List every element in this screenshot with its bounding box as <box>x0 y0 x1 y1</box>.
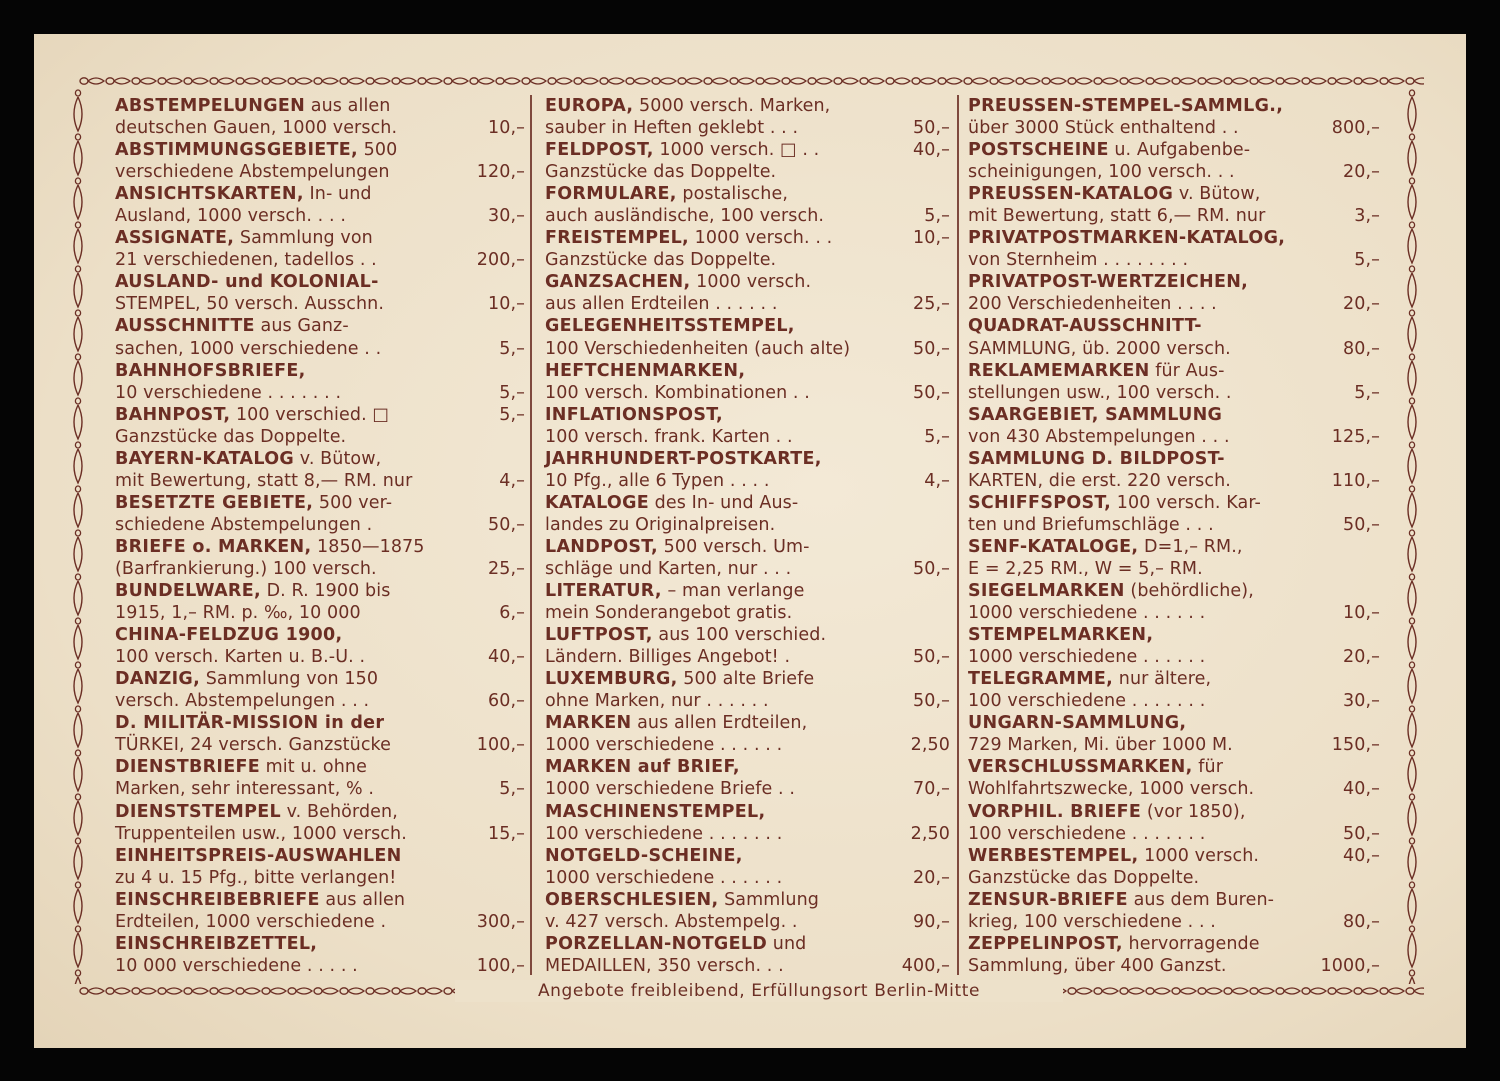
entry-title: DIENSTSTEMPEL <box>115 801 281 822</box>
entry-price <box>519 867 525 889</box>
entry-title: DIENSTBRIEFE <box>115 757 260 778</box>
entry-description: Ganzstücke das Doppelte. <box>545 250 777 271</box>
price-entry <box>968 183 1380 227</box>
entry-title: BAYERN-KATALOG <box>115 448 295 469</box>
entry-description: STEMPEL, 50 versch. Ausschn. <box>115 294 385 315</box>
price-entry <box>545 624 950 668</box>
entry-description: Marken, sehr interessant, % . <box>115 779 375 800</box>
entry-price: 110,– <box>1331 470 1380 491</box>
entry-title: SCHIFFSPOST, <box>968 492 1112 513</box>
entry-text: nur ältere, <box>1113 669 1212 690</box>
entry-text: 1000 versch. <box>1138 845 1260 866</box>
entry-text: 100 verschied. □ <box>230 404 390 425</box>
entry-description: (Barfrankierung.) 100 versch. <box>115 558 377 579</box>
entry-description: stellungen usw., 100 versch. . <box>968 382 1232 403</box>
price-entry <box>968 580 1380 624</box>
entry-text: aus allen Erdteilen, <box>631 713 808 734</box>
entry-description: schläge und Karten, nur . . . <box>545 558 792 579</box>
price-entry <box>115 139 525 183</box>
entry-price: 50,– <box>913 558 950 579</box>
entry-title: ANSICHTSKARTEN, <box>115 184 304 205</box>
entry-title: NOTGELD-SCHEINE, <box>545 845 743 866</box>
entry-text: des In- und Aus- <box>649 492 799 513</box>
price-entry <box>545 845 950 889</box>
entry-title: BRIEFE o. MARKEN, <box>115 536 312 557</box>
entry-description: 100 versch. Kombinationen . . <box>545 382 810 403</box>
entry-price <box>1374 558 1380 580</box>
entry-price <box>944 249 950 271</box>
entry-title: QUADRAT-AUSSCHNITT- <box>968 316 1202 337</box>
entry-description: v. 427 versch. Abstempelg. . <box>545 911 798 932</box>
entry-text: 500 ver- <box>313 492 393 513</box>
entry-price: 20,– <box>1343 294 1380 315</box>
entry-price <box>1374 867 1380 889</box>
price-entry <box>115 404 525 448</box>
entry-text: (vor 1850), <box>1141 801 1246 822</box>
entry-description: mein Sonderangebot gratis. <box>545 603 793 624</box>
entry-text: u. Aufgabenbe- <box>1108 140 1251 161</box>
price-entry <box>545 139 950 183</box>
entry-price: 4,– <box>499 470 525 491</box>
price-entry <box>968 448 1380 492</box>
entry-description: schiedene Abstempelungen . <box>115 514 373 535</box>
entry-text: postalische, <box>676 184 788 205</box>
price-entry <box>545 315 950 359</box>
entry-text: 1000 versch. <box>690 272 812 293</box>
entry-description: von Sternheim . . . . . . . . <box>968 250 1189 271</box>
entry-title: ABSTEMPELUNGEN <box>115 96 306 116</box>
entry-price: 50,– <box>913 691 950 712</box>
entry-title: FELDPOST, <box>545 140 654 161</box>
entry-title: ZENSUR-BRIEFE <box>968 889 1128 910</box>
price-entry <box>968 536 1380 580</box>
entry-text: v. Bütow, <box>294 448 382 469</box>
entry-description: krieg, 100 verschiedene . . . <box>968 911 1216 932</box>
entry-price: 5,– <box>499 404 525 425</box>
entry-description: Sammlung, über 400 Ganzst. <box>968 955 1227 976</box>
entry-text: 500 versch. Um- <box>657 536 810 557</box>
price-entry <box>545 668 950 712</box>
entry-description: 200 Verschiedenheiten . . . . <box>968 294 1217 315</box>
entry-title: EINSCHREIBEBRIEFE <box>115 889 320 910</box>
entry-price <box>944 602 950 624</box>
entry-price: 10,– <box>488 294 525 315</box>
entry-text: (behördliche), <box>1124 581 1254 602</box>
entry-text: 1000 versch. □ . . <box>653 140 820 161</box>
price-entry <box>968 624 1380 668</box>
entry-description: 100 verschiedene . . . . . . . <box>968 823 1206 844</box>
entry-price: 300,– <box>476 911 525 932</box>
price-entry <box>115 801 525 845</box>
entry-price: 400,– <box>901 955 950 976</box>
entry-description: Erdteilen, 1000 verschiedene . <box>115 911 387 932</box>
price-entry <box>115 271 525 315</box>
entry-title: CHINA-FELDZUG 1900, <box>115 625 343 646</box>
price-entry <box>545 360 950 404</box>
price-entry <box>545 801 950 845</box>
price-entry <box>115 756 525 800</box>
price-entry <box>115 536 525 580</box>
entry-description: mit Bewertung, statt 8,— RM. nur <box>115 470 413 491</box>
entry-text: D. R. 1900 bis <box>260 581 391 602</box>
entry-description: MEDAILLEN, 350 versch. . . <box>545 955 784 976</box>
entry-title: MARKEN auf BRIEF, <box>545 757 740 778</box>
entry-description: landes zu Originalpreisen. <box>545 514 776 535</box>
entry-price: 10,– <box>488 118 525 139</box>
entry-description: KARTEN, die erst. 220 versch. <box>968 470 1231 491</box>
entry-title: FREISTEMPEL, <box>545 228 689 249</box>
price-entry <box>545 492 950 536</box>
entry-text: 100 versch. Kar- <box>1111 492 1261 513</box>
entry-description: 100 versch. frank. Karten . . <box>545 426 793 447</box>
entry-price: 4,– <box>924 470 950 491</box>
entry-title: LUFTPOST, <box>545 625 653 646</box>
entry-price: 40,– <box>913 140 950 161</box>
price-entry <box>968 933 1380 977</box>
entry-price: 100,– <box>476 735 525 756</box>
entry-description: ohne Marken, nur . . . . . . <box>545 691 769 712</box>
entry-description: 729 Marken, Mi. über 1000 M. <box>968 735 1233 756</box>
entry-text: Sammlung von <box>234 228 373 249</box>
ornament-border-left <box>68 88 88 984</box>
entry-description: 100 verschiedene . . . . . . . <box>968 691 1206 712</box>
ornament-border-right <box>1402 88 1422 984</box>
price-entry <box>545 95 950 139</box>
entry-description: 10 Pfg., alle 6 Typen . . . . <box>545 470 770 491</box>
entry-text: 500 alte Briefe <box>677 669 815 690</box>
price-list-column-1 <box>115 95 525 977</box>
entry-description: 10 000 verschiedene . . . . . <box>115 955 358 976</box>
entry-title: MASCHINENSTEMPEL, <box>545 801 766 822</box>
price-entry <box>115 360 525 404</box>
price-entry <box>545 580 950 624</box>
entry-price: 40,– <box>1343 779 1380 800</box>
price-entry <box>968 756 1380 800</box>
entry-title: SENF-KATALOGE, <box>968 536 1139 557</box>
entry-title: BUNDELWARE, <box>115 581 261 602</box>
price-entry <box>968 845 1380 889</box>
price-entry <box>115 580 525 624</box>
entry-price: 70,– <box>913 779 950 800</box>
entry-price: 80,– <box>1343 338 1380 359</box>
price-list-column-3 <box>968 95 1380 977</box>
entry-price: 5,– <box>1354 250 1380 271</box>
entry-text: Sammlung von 150 <box>200 669 379 690</box>
entry-title: ASSIGNATE, <box>115 228 235 249</box>
ornament-border-top <box>78 72 1424 90</box>
price-entry <box>545 183 950 227</box>
entry-price: 5,– <box>499 338 525 359</box>
price-list-column-2 <box>545 95 950 977</box>
entry-price: 800,– <box>1331 118 1380 139</box>
price-entry <box>545 271 950 315</box>
entry-price: 90,– <box>913 911 950 932</box>
price-entry <box>115 95 525 139</box>
entry-title: GELEGENHEITSSTEMPEL, <box>545 316 795 337</box>
entry-title: BAHNPOST, <box>115 404 231 425</box>
price-entry <box>968 227 1380 271</box>
entry-description: E = 2,25 RM., W = 5,– RM. <box>968 558 1203 579</box>
entry-description: 1000 verschiedene Briefe . . <box>545 779 795 800</box>
entry-price: 5,– <box>1354 382 1380 403</box>
entry-price: 40,– <box>1343 845 1380 866</box>
entry-price: 20,– <box>1343 162 1380 183</box>
entry-title: AUSLAND- und KOLONIAL- <box>115 272 379 293</box>
entry-price: 125,– <box>1331 426 1380 447</box>
entry-price <box>519 426 525 448</box>
entry-price: 10,– <box>1343 603 1380 624</box>
entry-price: 50,– <box>913 647 950 668</box>
entry-text: aus allen <box>305 96 391 116</box>
entry-title: PRIVATPOST-WERTZEICHEN, <box>968 272 1249 293</box>
price-entry <box>115 183 525 227</box>
price-entry <box>545 227 950 271</box>
entry-price: 25,– <box>488 558 525 579</box>
entry-price: 15,– <box>488 823 525 844</box>
entry-title: HEFTCHENMARKEN, <box>545 360 746 381</box>
entry-price: 2,50 <box>910 735 950 756</box>
entry-price: 25,– <box>913 294 950 315</box>
entry-description: deutschen Gauen, 1000 versch. <box>115 118 398 139</box>
entry-price: 50,– <box>913 338 950 359</box>
entry-title: TELEGRAMME, <box>968 669 1114 690</box>
entry-text: D=1,– RM., <box>1138 536 1243 557</box>
entry-price <box>944 514 950 536</box>
entry-title: ABSTIMMUNGSGEBIETE, <box>115 140 358 161</box>
price-entry <box>968 712 1380 756</box>
entry-price: 3,– <box>1354 206 1380 227</box>
entry-text: aus dem Buren- <box>1127 889 1275 910</box>
entry-title: MARKEN <box>545 713 632 734</box>
entry-description: scheinigungen, 100 versch. . . <box>968 162 1235 183</box>
price-entry <box>968 492 1380 536</box>
price-entry <box>115 712 525 756</box>
entry-description: Ländern. Billiges Angebot! . <box>545 647 791 668</box>
price-entry <box>545 756 950 800</box>
entry-text: aus 100 verschied. <box>652 625 827 646</box>
entry-description: SAMMLUNG, üb. 2000 versch. <box>968 338 1231 359</box>
entry-text: aus Ganz- <box>254 316 349 337</box>
price-entry <box>968 139 1380 183</box>
entry-price: 200,– <box>476 250 525 271</box>
price-entry <box>545 536 950 580</box>
entry-text: mit u. ohne <box>259 757 367 778</box>
price-entry <box>115 933 525 977</box>
entry-description: Truppenteilen usw., 1000 versch. <box>115 823 407 844</box>
entry-title: GANZSACHEN, <box>545 272 691 293</box>
entry-description: sachen, 1000 verschiedene . . <box>115 338 382 359</box>
entry-price: 20,– <box>1343 647 1380 668</box>
entry-text: und <box>767 933 807 954</box>
column-divider <box>530 95 532 975</box>
entry-price: 50,– <box>913 118 950 139</box>
entry-title: UNGARN-SAMMLUNG, <box>968 713 1187 734</box>
entry-description: 10 verschiedene . . . . . . . <box>115 382 342 403</box>
entry-description: sauber in Heften geklebt . . . <box>545 118 799 139</box>
entry-price: 5,– <box>499 382 525 403</box>
price-entry <box>115 845 525 889</box>
entry-description: versch. Abstempelungen . . . <box>115 691 370 712</box>
entry-title: KATALOGE <box>545 492 649 513</box>
price-entry <box>968 271 1380 315</box>
entry-text: für <box>1192 757 1223 778</box>
price-entry <box>968 668 1380 712</box>
entry-price: 30,– <box>1343 691 1380 712</box>
entry-title: INFLATIONSPOST, <box>545 404 723 425</box>
entry-title: VORPHIL. BRIEFE <box>968 801 1142 822</box>
entry-title: BAHNHOFSBRIEFE, <box>115 360 306 381</box>
entry-description: 1915, 1,– RM. p. ‰, 10 000 <box>115 603 361 624</box>
entry-price: 10,– <box>913 228 950 249</box>
entry-text: 5000 versch. Marken, <box>633 96 831 116</box>
entry-description: verschiedene Abstempelungen <box>115 162 390 183</box>
price-entry <box>545 448 950 492</box>
entry-description: ten und Briefumschläge . . . <box>968 514 1214 535</box>
price-entry <box>968 95 1380 139</box>
entry-title: LUXEMBURG, <box>545 669 678 690</box>
entry-title: PREUSSEN-STEMPEL-SAMMLG., <box>968 96 1284 116</box>
entry-title: JAHRHUNDERT-POSTKARTE, <box>545 448 822 469</box>
entry-description: 1000 verschiedene . . . . . . <box>545 735 783 756</box>
entry-title: REKLAMEMARKEN <box>968 360 1150 381</box>
entry-description: Ganzstücke das Doppelte. <box>115 426 347 447</box>
entry-text: v. Behörden, <box>280 801 398 822</box>
price-entry <box>115 315 525 359</box>
entry-title: SAARGEBIET, SAMMLUNG <box>968 404 1223 425</box>
entry-price: 60,– <box>488 691 525 712</box>
entry-description: 1000 verschiedene . . . . . . <box>545 867 783 888</box>
column-divider <box>957 95 959 975</box>
entry-description: Ausland, 1000 versch. . . . <box>115 206 346 227</box>
entry-title: BESETZTE GEBIETE, <box>115 492 314 513</box>
entry-description: 100 versch. Karten u. B.-U. . <box>115 647 366 668</box>
entry-description: Ganzstücke das Doppelte. <box>968 867 1200 888</box>
entry-description: 1000 verschiedene . . . . . . <box>968 603 1206 624</box>
entry-text: Sammlung <box>718 889 819 910</box>
entry-price: 80,– <box>1343 911 1380 932</box>
price-entry <box>968 801 1380 845</box>
entry-text: 1000 versch. . . <box>688 228 833 249</box>
entry-title: POSTSCHEINE <box>968 140 1109 161</box>
entry-price: 2,50 <box>910 823 950 844</box>
entry-price: 5,– <box>499 779 525 800</box>
entry-text: hervorragende <box>1122 933 1260 954</box>
price-entry <box>115 624 525 668</box>
entry-text: v. Bütow, <box>1173 184 1261 205</box>
entry-text: 1850—1875 <box>311 536 425 557</box>
price-entry <box>545 933 950 977</box>
entry-description: 21 verschiedenen, tadellos . . <box>115 250 377 271</box>
entry-price: 1000,– <box>1320 955 1380 976</box>
entry-title: DANZIG, <box>115 669 201 690</box>
price-entry <box>115 448 525 492</box>
entry-price: 5,– <box>924 206 950 227</box>
price-entry <box>545 712 950 756</box>
price-entry <box>115 668 525 712</box>
entry-price: 50,– <box>913 382 950 403</box>
entry-price: 50,– <box>488 514 525 535</box>
price-entry <box>968 889 1380 933</box>
entry-title: EUROPA, <box>545 96 634 116</box>
entry-description: 1000 verschiedene . . . . . . <box>968 647 1206 668</box>
entry-description: 100 Verschiedenheiten (auch alte) <box>545 338 851 359</box>
entry-description: 100 verschiedene . . . . . . . <box>545 823 783 844</box>
entry-price <box>944 161 950 183</box>
entry-price: 150,– <box>1331 735 1380 756</box>
price-entry <box>545 889 950 933</box>
entry-price: 120,– <box>476 162 525 183</box>
entry-title: SAMMLUNG D. BILDPOST- <box>968 448 1225 469</box>
entry-price: 6,– <box>499 603 525 624</box>
entry-description: über 3000 Stück enthaltend . . <box>968 118 1239 139</box>
entry-title: AUSSCHNITTE <box>115 316 255 337</box>
entry-title: LITERATUR, <box>545 581 662 602</box>
price-entry <box>968 315 1380 359</box>
entry-title: LANDPOST, <box>545 536 658 557</box>
price-entry <box>968 404 1380 448</box>
entry-title: EINSCHREIBZETTEL, <box>115 933 318 954</box>
entry-price: 30,– <box>488 206 525 227</box>
entry-price: 40,– <box>488 647 525 668</box>
entry-description: von 430 Abstempelungen . . . <box>968 426 1230 447</box>
entry-description: auch ausländische, 100 versch. <box>545 206 825 227</box>
entry-price: 5,– <box>924 426 950 447</box>
entry-title: EINHEITSPREIS-AUSWAHLEN <box>115 845 402 866</box>
entry-description: mit Bewertung, statt 6,— RM. nur <box>968 206 1266 227</box>
price-entry <box>968 360 1380 404</box>
entry-title: PREUSSEN-KATALOG <box>968 184 1174 205</box>
entry-price: 20,– <box>913 867 950 888</box>
entry-price: 50,– <box>1343 823 1380 844</box>
entry-description: Wohlfahrtszwecke, 1000 versch. <box>968 779 1255 800</box>
entry-text: aus allen <box>319 889 406 910</box>
price-entry <box>115 492 525 536</box>
entry-description: zu 4 u. 15 Pfg., bitte verlangen! <box>115 867 397 888</box>
entry-text: 500 <box>357 140 398 161</box>
footer-note: Angebote freibleibend, Erfüllungsort Berlin-Mitte <box>455 980 1063 1002</box>
entry-title: PORZELLAN-NOTGELD <box>545 933 768 954</box>
entry-price: 100,– <box>476 955 525 976</box>
entry-title: D. MILITÄR-MISSION in der <box>115 713 385 734</box>
entry-text: – man verlange <box>661 581 805 602</box>
entry-title: FORMULARE, <box>545 184 677 205</box>
entry-title: OBERSCHLESIEN, <box>545 889 719 910</box>
entry-text: für Aus- <box>1149 360 1225 381</box>
entry-description: aus allen Erdteilen . . . . . . <box>545 294 778 315</box>
entry-price: 50,– <box>1343 514 1380 535</box>
entry-title: ZEPPELINPOST, <box>968 933 1123 954</box>
entry-title: SIEGELMARKEN <box>968 581 1125 602</box>
entry-description: Ganzstücke das Doppelte. <box>545 162 777 183</box>
entry-title: VERSCHLUSSMARKEN, <box>968 757 1193 778</box>
entry-text: In- und <box>303 184 372 205</box>
price-entry <box>115 889 525 933</box>
entry-description: TÜRKEI, 24 versch. Ganzstücke <box>115 735 392 756</box>
entry-title: WERBESTEMPEL, <box>968 845 1139 866</box>
price-entry <box>115 227 525 271</box>
entry-title: PRIVATPOSTMARKEN-KATALOG, <box>968 228 1286 249</box>
entry-title: STEMPELMARKEN, <box>968 625 1154 646</box>
price-entry <box>545 404 950 448</box>
